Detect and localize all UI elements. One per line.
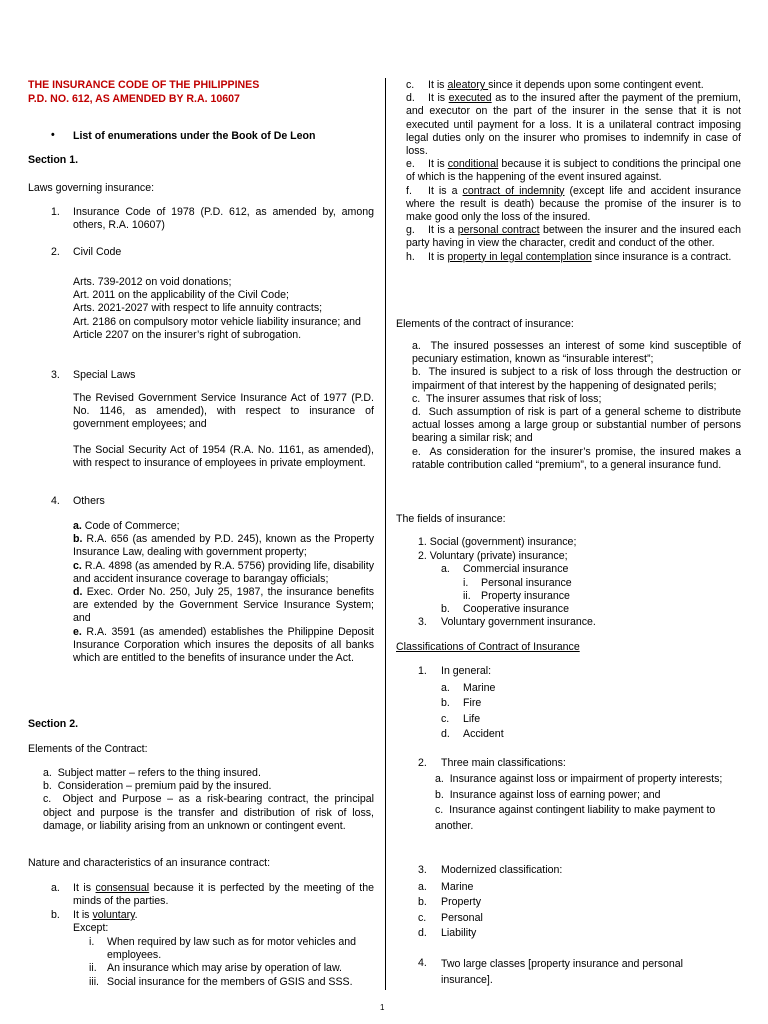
list-item: c. Insurance against contingent liability to make payment to another. [435, 804, 716, 832]
field-1: 1. Social (government) insurance; [418, 536, 577, 548]
classifications-heading: Classifications of Contract of Insurance [396, 641, 580, 653]
list-item: f. It is a contract of indemnity (except life and accident insurance where the result is death) because the promise of the insurer is to make good only the loss of the insured. [406, 184, 741, 224]
list-item: d. Exec. Order No. 250, July 25, 1987, the insurance benefits are extended by the Government Service Insurance System; and [73, 586, 374, 625]
list-item: a. Marine [418, 881, 474, 893]
class-3: Modernized classification: [441, 864, 563, 876]
contract-elements-list [412, 340, 741, 472]
list-item: d. Such assumption of risk is part of a general scheme to distribute actual losses among a large group or substantial number of persons bearing a similar risk; and [412, 406, 741, 445]
list-item: a. Marine [441, 682, 496, 694]
elements-list [43, 767, 374, 833]
class-3-key: 3. [418, 864, 427, 876]
list-item: d. It is executed as to the insured after the payment of the premium, and executor on the part of the insurer in the sense that it is not executed until payment for a loss. It is a unilateral contract imposing legal duties only on the insurer who promises to indemnify in case of loss. [406, 92, 741, 158]
list-item: c. R.A. 4898 (as amended by R.A. 5756) providing life, disability and accident insurance coverage to barangay officials; [73, 559, 374, 585]
field-2a: Commercial insurance [463, 563, 569, 575]
law-4-text: Others [73, 495, 105, 507]
special-law-1: The Revised Government Service Insurance Act of 1977 (P.D. No. 1146, as amended), with respect to insurance of government employees; and [73, 392, 374, 431]
list-item: c. Personal [418, 911, 483, 924]
list-item: a. The insured possesses an interest of some kind susceptible of pecuniary estimation, known as “insurable interest”; [412, 340, 741, 366]
civil-code-line: Art. 2011 on the applicability of the Civil Code; [73, 289, 289, 302]
civil-code-line: Arts. 739-2012 on void donations; [73, 276, 232, 288]
nature-a-text: It is consensual because it is perfected by the meeting of the minds of the parties. [73, 882, 374, 908]
column-divider [385, 78, 386, 990]
list-item: e. As consideration for the insurer’s promise, the insured makes a ratable contribution called “premium”, to a general insurance fund. [412, 445, 741, 471]
law-1-text: Insurance Code of 1978 (P.D. 612, as amended by, among others, R.A. 10607) [73, 206, 374, 232]
class-2: Three main classifications: [441, 757, 566, 769]
list-item: b. R.A. 656 (as amended by P.D. 245), known as the Property Insurance Law, dealing with government property; [73, 533, 374, 559]
contract-elements-heading: Elements of the contract of insurance: [396, 318, 574, 330]
section-1-heading: Section 1. [28, 154, 79, 166]
list-item: c. The insurer assumes that risk of loss; [412, 392, 602, 405]
field-2a-key: a. [441, 563, 450, 575]
class-4: Two large classes [property insurance and personal insurance]. [441, 958, 684, 986]
list-item: ii. An insurance which may arise by operation of law. [89, 962, 342, 975]
list-item: c. It is aleatory since it depends upon some contingent event. [406, 79, 704, 91]
list-item: g. It is a personal contract between the insurer and the insured each party having in view the character, credit and conduct of the other. [406, 224, 741, 250]
civil-code-list [73, 276, 374, 342]
field-2: 2. Voluntary (private) insurance; [418, 550, 568, 562]
class-1-list [441, 681, 504, 742]
field-2a-ii-key: ii. [463, 590, 471, 602]
nature-heading: Nature and characteristics of an insurance contract: [28, 857, 271, 869]
list-item: h. It is property in legal contemplation since insurance is a contract. [406, 250, 732, 263]
nature-b-text: It is voluntary. [73, 909, 138, 921]
field-2b: Cooperative insurance [463, 603, 569, 615]
bullet-item: List of enumerations under the Book of De Leon [73, 130, 316, 142]
list-item: a. Subject matter – refers to the thing insured. [43, 767, 261, 779]
list-item: e. R.A. 3591 (as amended) establishes the Philippine Deposit Insurance Corporation which insures the deposits of all banks which are entitled to the benefits of insurance under the Act. [73, 625, 374, 665]
list-item: b. Property [418, 896, 482, 909]
civil-code-line: Arts. 2021-2027 with respect to life annuity contracts; [73, 302, 323, 315]
field-3: Voluntary government insurance. [441, 616, 596, 628]
laws-heading: Laws governing insurance: [28, 182, 155, 194]
list-item: i. When required by law such as for motor vehicles and employees. [89, 936, 357, 962]
list-item: e. It is conditional because it is subject to conditions the principal one of which is the happening of the event insured against. [406, 158, 741, 184]
nature-b-key: b. [51, 909, 60, 921]
law-1-number: 1. [51, 206, 60, 218]
class-2-list [435, 772, 725, 834]
list-item: b. The insured is subject to a risk of loss through the destruction or impairment of that interest by the happening of designated perils; [412, 366, 741, 392]
class-1-key: 1. [418, 665, 427, 677]
list-item: a. Insurance against loss or impairment of property interests; [435, 773, 723, 785]
bullet-marker: • [51, 129, 55, 141]
list-item: a. Code of Commerce; [73, 520, 180, 532]
page-number: 1 [380, 1003, 385, 1012]
law-3-number: 3. [51, 369, 60, 381]
elements-heading: Elements of the Contract: [28, 743, 148, 755]
class-1: In general: [441, 665, 492, 677]
field-2a-i: Personal insurance [481, 577, 572, 589]
field-2a-i-key: i. [463, 577, 469, 589]
document-subtitle: P.D. NO. 612, AS AMENDED BY R.A. 10607 [28, 93, 240, 105]
law-2-text: Civil Code [73, 246, 122, 258]
law-4-number: 4. [51, 495, 60, 507]
law-3-text: Special Laws [73, 369, 136, 381]
section-2-heading: Section 2. [28, 718, 79, 730]
characteristics-list [406, 79, 741, 264]
list-item: d. Accident [441, 727, 504, 740]
list-item: c. Life [441, 712, 481, 725]
civil-code-line: Art. 2186 on compulsory motor vehicle liability insurance; and [73, 315, 361, 328]
special-law-2: The Social Security Act of 1954 (R.A. No. 1161, as amended), with respect to insurance of employees in private employment. [73, 444, 374, 470]
law-2-number: 2. [51, 246, 60, 258]
list-item: iii. Social insurance for the members of GSIS and SSS. [89, 975, 353, 988]
class-3-list [418, 880, 483, 941]
document-title: THE INSURANCE CODE OF THE PHILIPPINES [28, 79, 260, 91]
list-item: b. Fire [441, 697, 482, 710]
field-2a-ii: Property insurance [481, 590, 570, 602]
list-item: c. Object and Purpose – as a risk-bearing contract, the principal object and purpose is the transfer and distribution of risk of loss, damage, or liability arising from an unknown or contingent event. [43, 793, 374, 832]
except-label: Except: [73, 922, 109, 934]
civil-code-line: Article 2207 on the insurer’s right of subrogation. [73, 328, 302, 341]
others-list [73, 520, 374, 665]
except-list [89, 936, 374, 989]
class-4-key: 4. [418, 957, 427, 969]
field-3-key: 3. [418, 616, 427, 628]
nature-a-key: a. [51, 882, 60, 894]
list-item: d. Liability [418, 926, 477, 939]
list-item: b. Consideration – premium paid by the insured. [43, 780, 272, 793]
class-2-key: 2. [418, 757, 427, 769]
field-2b-key: b. [441, 603, 450, 615]
fields-heading: The fields of insurance: [396, 513, 506, 525]
list-item: b. Insurance against loss of earning power; and [435, 788, 661, 801]
